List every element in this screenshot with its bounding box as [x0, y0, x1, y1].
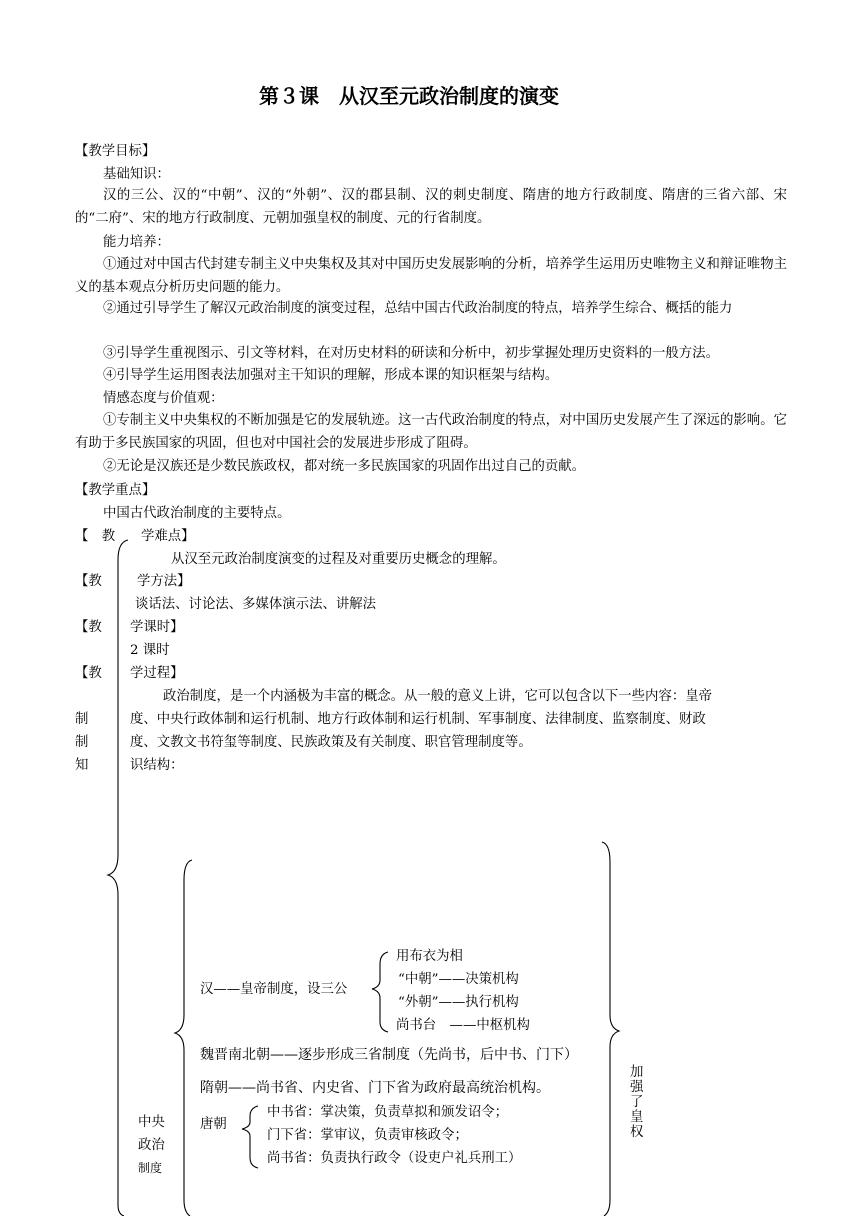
tang-label: 唐朝 [200, 1117, 227, 1132]
central-label-2: 政治 [138, 1138, 165, 1153]
difficulty-text: 从汉至元政治制度演变的过程及对重要历史概念的理解。 [171, 552, 506, 567]
right-brace [602, 842, 619, 1216]
tang-item-2: 门下省：掌审议，负责审核政令； [267, 1128, 468, 1143]
emotion-item-2: ②无论是汉族还是少数民族政权，都对统一多民族国家的巩固作出过自己的贡献。 [103, 459, 586, 474]
central-label-1: 中央 [138, 1115, 165, 1130]
tang-brace [242, 1106, 258, 1168]
sui-line: 隋朝——尚书省、内史省、门下省为政府最高统治机构。 [200, 1080, 550, 1096]
big-left-brace [108, 540, 128, 1216]
objectives-heading: 【教学目标】 [75, 144, 156, 159]
process-heading-b: 学过程】 [130, 666, 184, 681]
process-line-3: 度、文教文书符玺等制度、民族政策及有关制度、职官管理制度等。 [130, 735, 532, 750]
han-brace [372, 952, 388, 1032]
hours-heading-b: 学课时】 [130, 620, 184, 635]
han-item-1: 用布衣为相 [396, 949, 463, 964]
ability-item-1: ①通过对中国古代封建专制主义中央集权及其对中国历史发展影响的分析，培养学生运用历史唯物主义和辩证唯物主义的基本观点分析历史问题的能力。 [75, 257, 787, 295]
tang-item-3: 尚书省：负责执行政令（设吏户礼兵刑工） [267, 1151, 522, 1166]
wei-jin-line: 魏晋南北朝——逐步形成三省制度（先尚书，后中书、门下） [200, 1047, 578, 1063]
page-title: 第３课 从汉至元政治制度的演变 [259, 84, 559, 108]
han-label: 汉——皇帝制度，设三公 [200, 982, 348, 997]
tang-item-1: 中书省：掌决策，负责草拟和颁发诏令； [267, 1105, 509, 1120]
ability-item-3: ③引导学生重视图示、引文等材料，在对历史材料的研读和分析中，初步掌握处理历史资料的一般方法。 [103, 346, 719, 361]
right-label-2: 强 [630, 1080, 644, 1095]
basic-knowledge-text: 汉的三公、汉的“中朝”、汉的“外朝”、汉的郡县制、汉的刺史制度、隋唐的地方行政制度、隋唐的三省六部、宋的“二府”、宋的地方行政制度、元朝加强皇权的制度、元的行省制度。 [75, 188, 787, 226]
right-label-4: 皇 [630, 1110, 644, 1125]
process-left-char-1: 制 [75, 712, 89, 727]
process-line-4: 识结构： [130, 758, 184, 773]
basic-knowledge-label: 基础知识： [103, 167, 170, 182]
ability-item-2: ②通过引导学生了解汉元政治制度的演变过程，总结中国古代政治制度的特点，培养学生综合、概括的能力 [103, 301, 733, 316]
difficulty-heading-b: 学难点】 [141, 529, 195, 544]
ability-item-4: ④引导学生运用图表法加强对主干知识的理解，形成本课的知识框架与结构。 [103, 368, 559, 383]
right-label-5: 权 [630, 1125, 644, 1140]
central-label-3: 制度 [138, 1161, 163, 1175]
central-left-brace [175, 860, 192, 1216]
hours-text: 2 课时 [130, 643, 170, 658]
key-points-heading: 【教学重点】 [75, 483, 156, 498]
method-heading-a: 【教 [75, 574, 102, 589]
right-label-3: 了 [630, 1095, 644, 1110]
method-heading-b: 学方法】 [137, 574, 191, 589]
hours-heading-a: 【教 [75, 620, 102, 635]
han-item-2: “中朝”——决策机构 [398, 972, 519, 987]
process-line-2: 度、中央行政体制和运行机制、地方行政体制和运行机制、军事制度、法律制度、监察制度、财政 [130, 712, 706, 727]
process-line-1: 政治制度，是一个内涵极为丰富的概念。从一般的意义上讲，它可以包含以下一些内容：皇帝 [163, 689, 713, 704]
emotion-label: 情感态度与价值观： [103, 391, 224, 406]
ability-label: 能力培养： [103, 235, 170, 250]
process-heading-a: 【教 [75, 666, 102, 681]
difficulty-heading-a: 【 教 [75, 529, 116, 544]
right-label-1: 加 [630, 1065, 644, 1080]
process-left-char-3: 知 [75, 758, 89, 773]
han-item-3: “外朝”——执行机构 [398, 995, 519, 1010]
key-points-text: 中国古代政治制度的主要特点。 [103, 506, 291, 521]
emotion-item-1: ①专制主义中央集权的不断加强是它的发展轨迹。这一古代政治制度的特点，对中国历史发展产生了深远的影响。它有助于多民族国家的巩固，但也对中国社会的发展进步形成了阻碍。 [75, 413, 787, 451]
process-left-char-2: 制 [75, 735, 89, 750]
han-item-4: 尚书台 ——中枢机构 [396, 1018, 530, 1033]
method-text: 谈话法、讨论法、多媒体演示法、讲解法 [135, 597, 377, 612]
